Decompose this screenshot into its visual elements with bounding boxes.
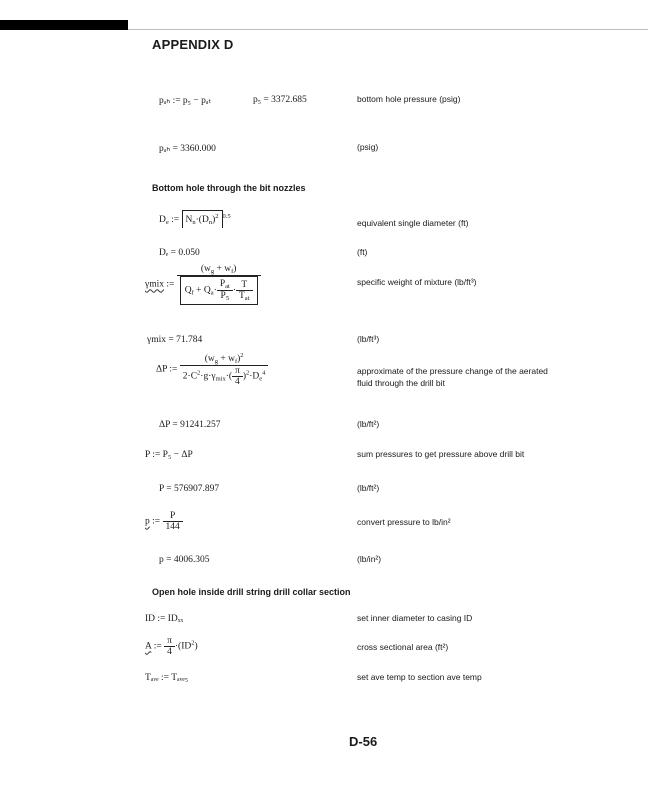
- desc-set-temp: set ave temp to section ave temp: [357, 672, 482, 682]
- id-definition: ID := IDₓₓ: [145, 614, 184, 624]
- temp-definition: Tₐᵥₑ := Tₐᵥₑ₅: [145, 673, 189, 683]
- desc-bottom-hole-pressure: bottom hole pressure (psig): [357, 94, 461, 104]
- P-definition: P := P₅ − ΔP: [145, 450, 193, 460]
- desc-cross-section: cross sectional area (ft²): [357, 642, 449, 652]
- page-number: D-56: [349, 734, 378, 749]
- section-nozzles: Bottom hole through the bit nozzles: [152, 183, 306, 193]
- desc-specific-weight: specific weight of mixture (lb/ft³): [357, 277, 477, 287]
- section-open-hole: Open hole inside drill string drill collar section: [152, 587, 351, 597]
- desc-lbft3: (lb/ft³): [357, 334, 380, 344]
- pbh-value: pₐₕ = 3360.000: [159, 144, 216, 154]
- desc-pressure-change-1: approximate of the pressure change of the aerated: [357, 366, 548, 376]
- de-formula: $D_e$ := $N_n\cdot(D_n)^2$ $^{0.5}$: [159, 210, 231, 228]
- header-rule: [128, 29, 648, 30]
- P-value: P = 576907.897: [159, 484, 220, 494]
- gamma-mix-value: γmix = 71.784: [147, 335, 203, 345]
- desc-ft: (ft): [357, 247, 368, 257]
- delta-p-value: ΔP = 91241.257: [159, 420, 221, 430]
- delta-p-formula: ΔP := $(w_g + w_f)^2$ $2\cdot C^2\cdot g\cdot\gamma_{mix}\cdot$( $\frac{\pi}{4}$ )$^2\cdot D_e^4$: [156, 352, 268, 387]
- desc-equiv-diameter: equivalent single diameter (ft): [357, 218, 469, 228]
- desc-lbft2-a: (lb/ft²): [357, 419, 380, 429]
- p-value: p = 4006.305: [159, 555, 210, 565]
- p-conversion-formula: p := $\frac{P}{144}$: [145, 511, 183, 532]
- p5-value: p₅ = 3372.685: [253, 95, 307, 105]
- pbh-definition: pₐₕ := p₅ − pₐₜ: [159, 96, 212, 106]
- header-bar: [0, 20, 128, 30]
- desc-pressure-change-2: fluid through the drill bit: [357, 378, 445, 388]
- desc-lbft2-b: (lb/ft²): [357, 483, 380, 493]
- desc-set-id: set inner diameter to casing ID: [357, 613, 473, 623]
- area-formula: A := $\frac{\pi}{4}$ $\cdot(ID^2)$: [145, 636, 198, 657]
- desc-psig: (psig): [357, 142, 379, 152]
- desc-sum-pressures: sum pressures to get pressure above drill bit: [357, 449, 525, 459]
- de-value: Dₑ = 0.050: [159, 248, 200, 258]
- appendix-title: APPENDIX D: [152, 37, 234, 52]
- desc-lbin2: (lb/in²): [357, 554, 382, 564]
- desc-convert: convert pressure to lb/in²: [357, 517, 451, 527]
- gamma-mix-formula: γmix := $(w_g + w_f)$ $Q_f + Q_a\cdot$ $\frac{P_{at}}{P_5}$ · $\frac{T}{T_{at}}$: [145, 264, 261, 305]
